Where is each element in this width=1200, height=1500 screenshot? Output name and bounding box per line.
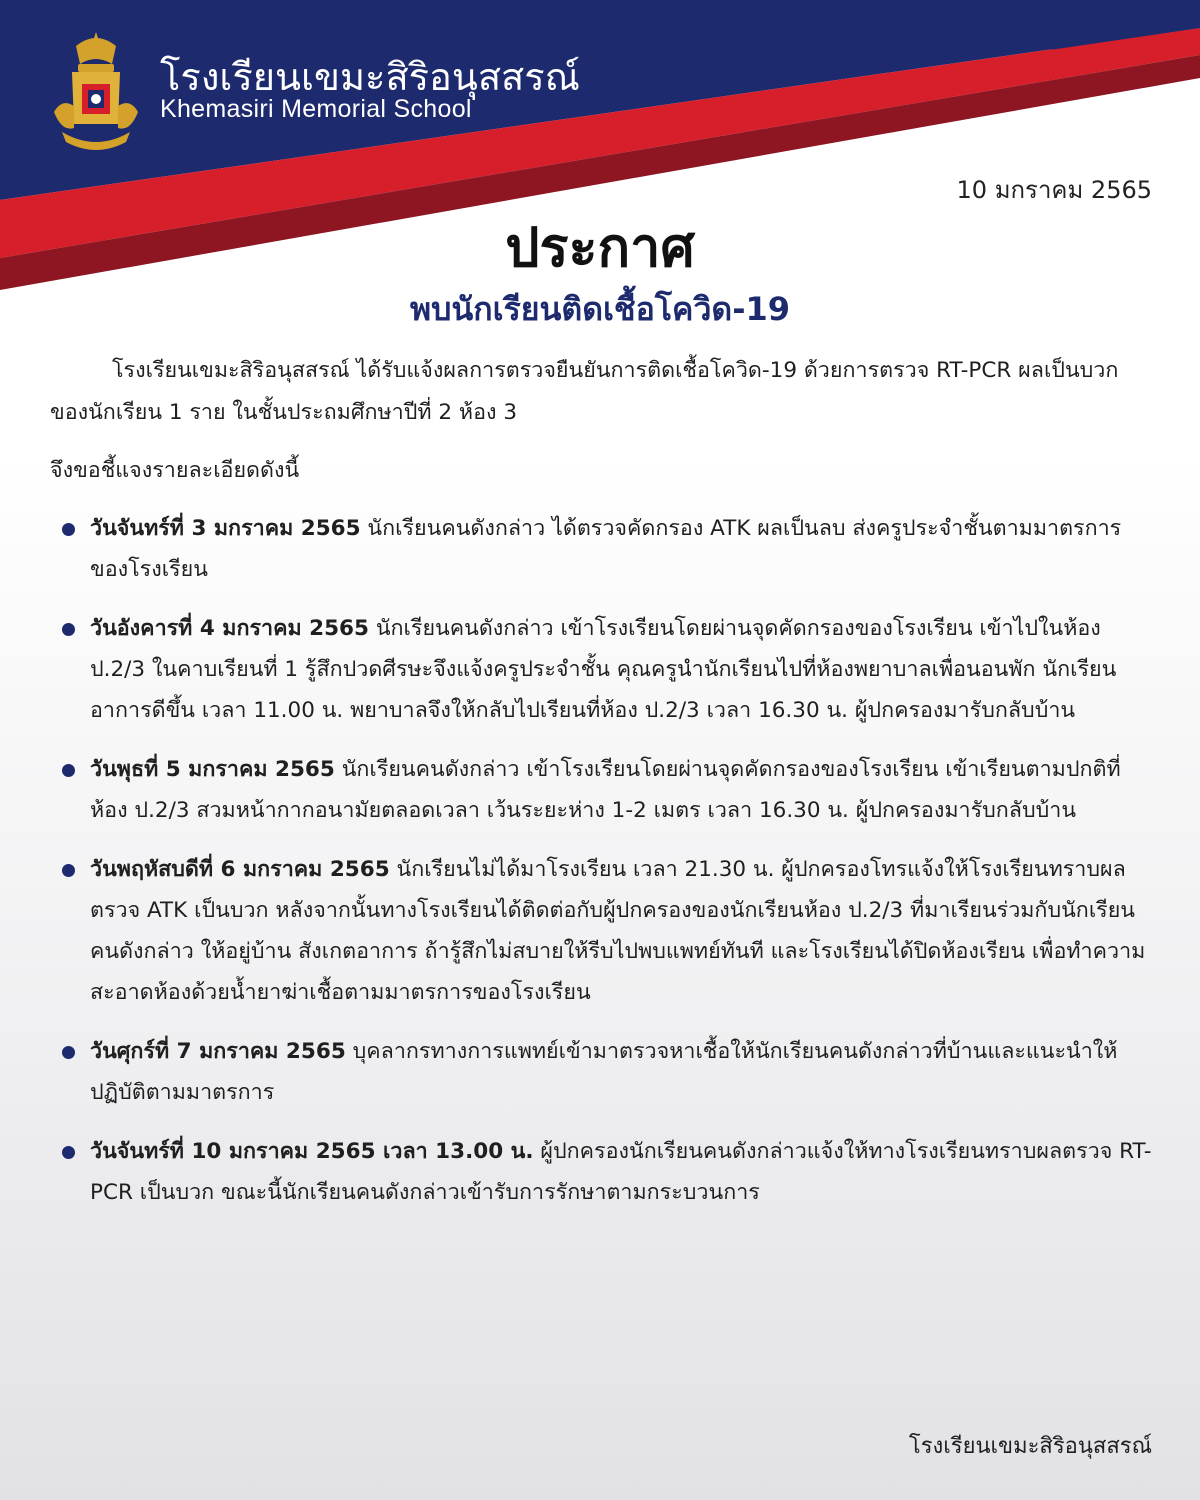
- item-text: นักเรียนคนดังกล่าว เข้าโรงเรียนโดยผ่านจุดคัดกรองของโรงเรียน เข้าไปในห้อง ป.2/3 ในคาบเรียนที่ 1 รู้สึกปวดศีรษะจึงแจ้งครูประจำชั้น คุณครูนำนักเรียนไปที่ห้องพยาบาลเพื่อนอนพัก นักเรียนอาการดีขึ้น เวลา 11.00 น. พยาบาลจึงให้กลับไปเรียนที่ห้อง ป.2/3 เวลา 16.30 น. ผู้ปกครองมารับกลับบ้าน: [90, 616, 1117, 723]
- item-text: นักเรียนคนดังกล่าว ได้ตรวจคัดกรอง ATK ผลเป็นลบ ส่งครูประจำชั้นตามมาตรการของโรงเรียน: [90, 516, 1122, 582]
- school-name-en: Khemasiri Memorial School: [160, 95, 472, 123]
- intro-lead: จึงขอชี้แจงรายละเอียดดังนี้: [50, 458, 300, 483]
- item-date: วันพฤหัสบดีที่ 6 มกราคม 2565: [90, 857, 390, 882]
- item-date: วันจันทร์ที่ 10 มกราคม 2565 เวลา 13.00 น.: [90, 1139, 534, 1164]
- item-date: วันพุธที่ 5 มกราคม 2565: [90, 757, 335, 782]
- timeline-list: [62, 508, 1157, 1231]
- bullet-icon: [62, 1146, 75, 1159]
- signature: โรงเรียนเขมะสิริอนุสสรณ์: [908, 1434, 1152, 1459]
- item-date: วันจันทร์ที่ 3 มกราคม 2565: [90, 516, 361, 541]
- school-name-th: โรงเรียนเขมะสิริอนุสสรณ์: [160, 57, 580, 99]
- item-text: นักเรียนคนดังกล่าว เข้าโรงเรียนโดยผ่านจุดคัดกรองของโรงเรียน เข้าเรียนตามปกติที่ห้อง ป.2/3 สวมหน้ากากอนามัยตลอดเวลา เว้นระยะห่าง 1-2 เมตร เวลา 16.30 น. ผู้ปกครองมารับกลับบ้าน: [90, 757, 1121, 823]
- list-item: [62, 1031, 1157, 1113]
- bullet-icon: [62, 623, 75, 636]
- page-title: ประกาศ: [505, 216, 695, 279]
- item-date: วันอังคารที่ 4 มกราคม 2565: [90, 616, 369, 641]
- item-text: บุคลากรทางการแพทย์เข้ามาตรวจหาเชื้อให้นักเรียนคนดังกล่าวที่บ้านและแนะนำให้ปฏิบัติตามมาตรการ: [90, 1039, 1118, 1105]
- list-item: [62, 749, 1157, 831]
- page-subtitle: พบนักเรียนติดเชื้อโควิด-19: [410, 290, 790, 328]
- bullet-icon: [62, 864, 75, 877]
- bullet-icon: [62, 523, 75, 536]
- announcement-date: 10 มกราคม 2565: [956, 176, 1152, 204]
- bullet-icon: [62, 1046, 75, 1059]
- item-text: นักเรียนไม่ได้มาโรงเรียน เวลา 21.30 น. ผู้ปกครองโทรแจ้งให้โรงเรียนทราบผลตรวจ ATK เป็นบวก หลังจากนั้นทางโรงเรียนได้ติดต่อกับผู้ปกครองของนักเรียนห้อง ป.2/3 ที่มาเรียนร่วมกับนักเรียนคนดังกล่าว ให้อยู่บ้าน สังเกตอาการ ถ้ารู้สึกไม่สบายให้รีบไปพบแพทย์ทันที และโรงเรียนได้ปิดห้องเรียน เพื่อทำความสะอาดห้องด้วยน้ำยาฆ่าเชื้อตามมาตรการของโรงเรียน: [90, 857, 1146, 1005]
- item-text: ผู้ปกครองนักเรียนคนดังกล่าวแจ้งให้ทางโรงเรียนทราบผลตรวจ RT-PCR เป็นบวก ขณะนี้นักเรียนคนดังกล่าวเข้ารับการรักษาตามกระบวนการ: [90, 1139, 1152, 1205]
- item-date: วันศุกร์ที่ 7 มกราคม 2565: [90, 1039, 346, 1064]
- list-item: [62, 849, 1157, 1013]
- list-item: [62, 608, 1157, 731]
- bullet-icon: [62, 764, 75, 777]
- school-crest-icon: [48, 28, 144, 158]
- intro-paragraph: โรงเรียนเขมะสิริอนุสสรณ์ ได้รับแจ้งผลการตรวจยืนยันการติดเชื้อโควิด-19 ด้วยการตรวจ RT-PCR ผลเป็นบวก ของนักเรียน 1 ราย ในชั้นประถมศึกษาปีที่ 2 ห้อง 3: [50, 358, 1119, 425]
- list-item: [62, 1131, 1157, 1213]
- list-item: [62, 508, 1157, 590]
